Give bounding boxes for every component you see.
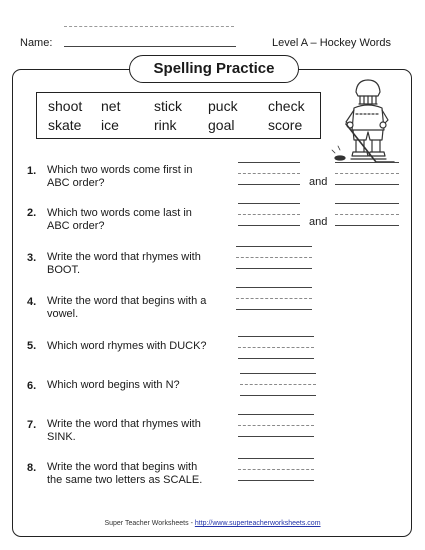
- question-text: Which word rhymes with DUCK?: [47, 340, 207, 352]
- word-bank-item: skate: [48, 117, 82, 133]
- name-label: Name:: [20, 37, 53, 49]
- word-bank-item: rink: [154, 117, 177, 133]
- answer-line[interactable]: [238, 336, 314, 337]
- word-bank-item: score: [268, 117, 303, 133]
- answer-guide: [238, 214, 300, 215]
- answer-line[interactable]: [335, 203, 399, 204]
- question-text: Which word begins with N?: [47, 379, 180, 391]
- answer-guide: [240, 384, 316, 385]
- answer-guide: [335, 214, 399, 215]
- question-number: 8.: [27, 462, 37, 474]
- question-text: Write the word that rhymes with SINK.: [47, 418, 201, 443]
- question-number: 3.: [27, 252, 37, 264]
- answer-line[interactable]: [238, 480, 314, 481]
- question-text: Write the word that begins with the same two letters as SCALE.: [47, 461, 203, 486]
- answer-line[interactable]: [236, 268, 312, 269]
- answer-line[interactable]: [238, 458, 314, 459]
- word-bank-item: ice: [101, 117, 119, 133]
- word-bank-item: shoot: [48, 98, 83, 114]
- answer-guide: [236, 257, 312, 258]
- question-number: 6.: [27, 380, 37, 392]
- question-text: Write the word that begins with a vowel.: [47, 295, 207, 320]
- question-number: 7.: [27, 419, 37, 431]
- name-guide-line: [64, 26, 234, 27]
- question-number: 5.: [27, 340, 37, 352]
- footer: [0, 520, 425, 527]
- answer-guide: [335, 173, 399, 174]
- answer-line[interactable]: [236, 309, 312, 310]
- word-bank: [36, 92, 321, 139]
- answer-line[interactable]: [240, 373, 316, 374]
- answer-line[interactable]: [238, 225, 300, 226]
- footer-link[interactable]: http://www.superteacherworksheets.com: [194, 520, 321, 527]
- answer-line[interactable]: [238, 184, 300, 185]
- answer-guide: [238, 425, 314, 426]
- answer-line[interactable]: [238, 414, 314, 415]
- and-label: and: [309, 176, 328, 188]
- answer-line[interactable]: [335, 184, 399, 185]
- answer-guide: [236, 298, 312, 299]
- word-bank-item: goal: [208, 117, 235, 133]
- level-label: Level A – Hockey Words: [272, 37, 392, 49]
- word-bank-item: stick: [154, 98, 182, 114]
- question-number: 2.: [27, 207, 37, 219]
- word-bank-item: check: [268, 98, 305, 114]
- question-text: Which two words come first in ABC order?: [47, 164, 193, 189]
- answer-line[interactable]: [236, 246, 312, 247]
- question-text: Write the word that rhymes with BOOT.: [47, 251, 201, 276]
- question-number: 1.: [27, 165, 37, 177]
- question-number: 4.: [27, 296, 37, 308]
- hockey-player-icon: [326, 74, 402, 164]
- question-text: Which two words come last in ABC order?: [47, 207, 192, 232]
- word-bank-item: net: [101, 98, 121, 114]
- answer-line[interactable]: [236, 287, 312, 288]
- answer-line[interactable]: [238, 358, 314, 359]
- answer-guide: [238, 469, 314, 470]
- answer-line[interactable]: [335, 225, 399, 226]
- word-bank-item: puck: [208, 98, 238, 114]
- answer-line[interactable]: [238, 436, 314, 437]
- footer-text: Super Teacher Worksheets -: [104, 520, 193, 527]
- page-title: Spelling Practice: [129, 55, 299, 83]
- name-field[interactable]: [64, 46, 236, 47]
- answer-line[interactable]: [238, 162, 300, 163]
- answer-line[interactable]: [240, 395, 316, 396]
- and-label: and: [309, 216, 328, 228]
- answer-line[interactable]: [238, 203, 300, 204]
- answer-line[interactable]: [335, 162, 399, 163]
- answer-guide: [238, 173, 300, 174]
- answer-guide: [238, 347, 314, 348]
